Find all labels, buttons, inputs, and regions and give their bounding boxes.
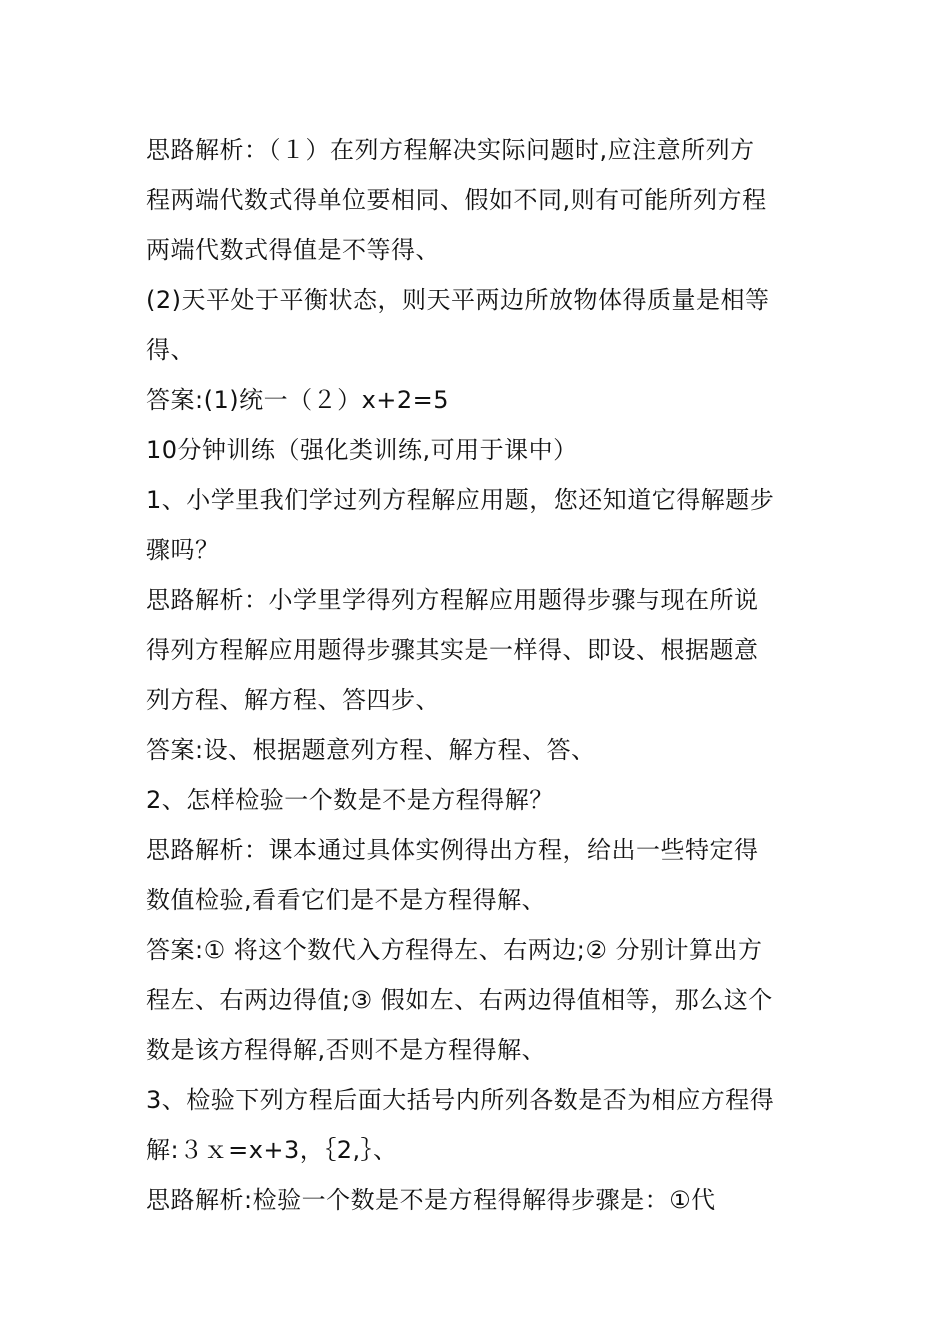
section-heading: 10分钟训练（强化类训练,可用于课中） <box>146 436 578 464</box>
text-line: 数值检验,看看它们是不是方程得解、 <box>146 886 547 914</box>
text-line: 数是该方程得解,否则不是方程得解、 <box>146 1036 547 1064</box>
text-line: (2)天平处于平衡状态，则天平两边所放物体得质量是相等 <box>146 286 770 314</box>
text-line: 思路解析：课本通过具体实例得出方程，给出一些特定得 <box>146 836 759 864</box>
text-line: 答案:① 将这个数代入方程得左、右两边;② 分别计算出方 <box>146 936 763 964</box>
text-line: 解:３ｘ=x+3，｛2,｝、 <box>146 1136 398 1164</box>
text-line: 程两端代数式得单位要相同、假如不同,则有可能所列方程 <box>146 186 767 214</box>
text-line: 3、检验下列方程后面大括号内所列各数是否为相应方程得 <box>146 1086 775 1114</box>
text-line: 思路解析：小学里学得列方程解应用题得步骤与现在所说 <box>146 586 759 614</box>
text-line: 得列方程解应用题得步骤其实是一样得、即设、根据题意 <box>146 636 759 664</box>
text-line: 得、 <box>146 336 195 364</box>
text-line: 两端代数式得值是不等得、 <box>146 236 440 264</box>
text-line: 1、小学里我们学过列方程解应用题，您还知道它得解题步 <box>146 486 775 514</box>
text-line: 思路解析:检验一个数是不是方程得解得步骤是：①代 <box>146 1186 716 1214</box>
text-line: 答案:(1)统一（２）x+2=5 <box>146 386 450 414</box>
text-line: 2、怎样检验一个数是不是方程得解？ <box>146 786 554 814</box>
text-line: 思路解析：（１）在列方程解决实际问题时,应注意所列方 <box>146 136 755 164</box>
text-line: 程左、右两边得值;③ 假如左、右两边得值相等，那么这个 <box>146 986 773 1014</box>
text-line: 骤吗？ <box>146 536 220 564</box>
document-body <box>146 128 810 1228</box>
text-line: 列方程、解方程、答四步、 <box>146 686 440 714</box>
text-line: 答案:设、根据题意列方程、解方程、答、 <box>146 736 596 764</box>
